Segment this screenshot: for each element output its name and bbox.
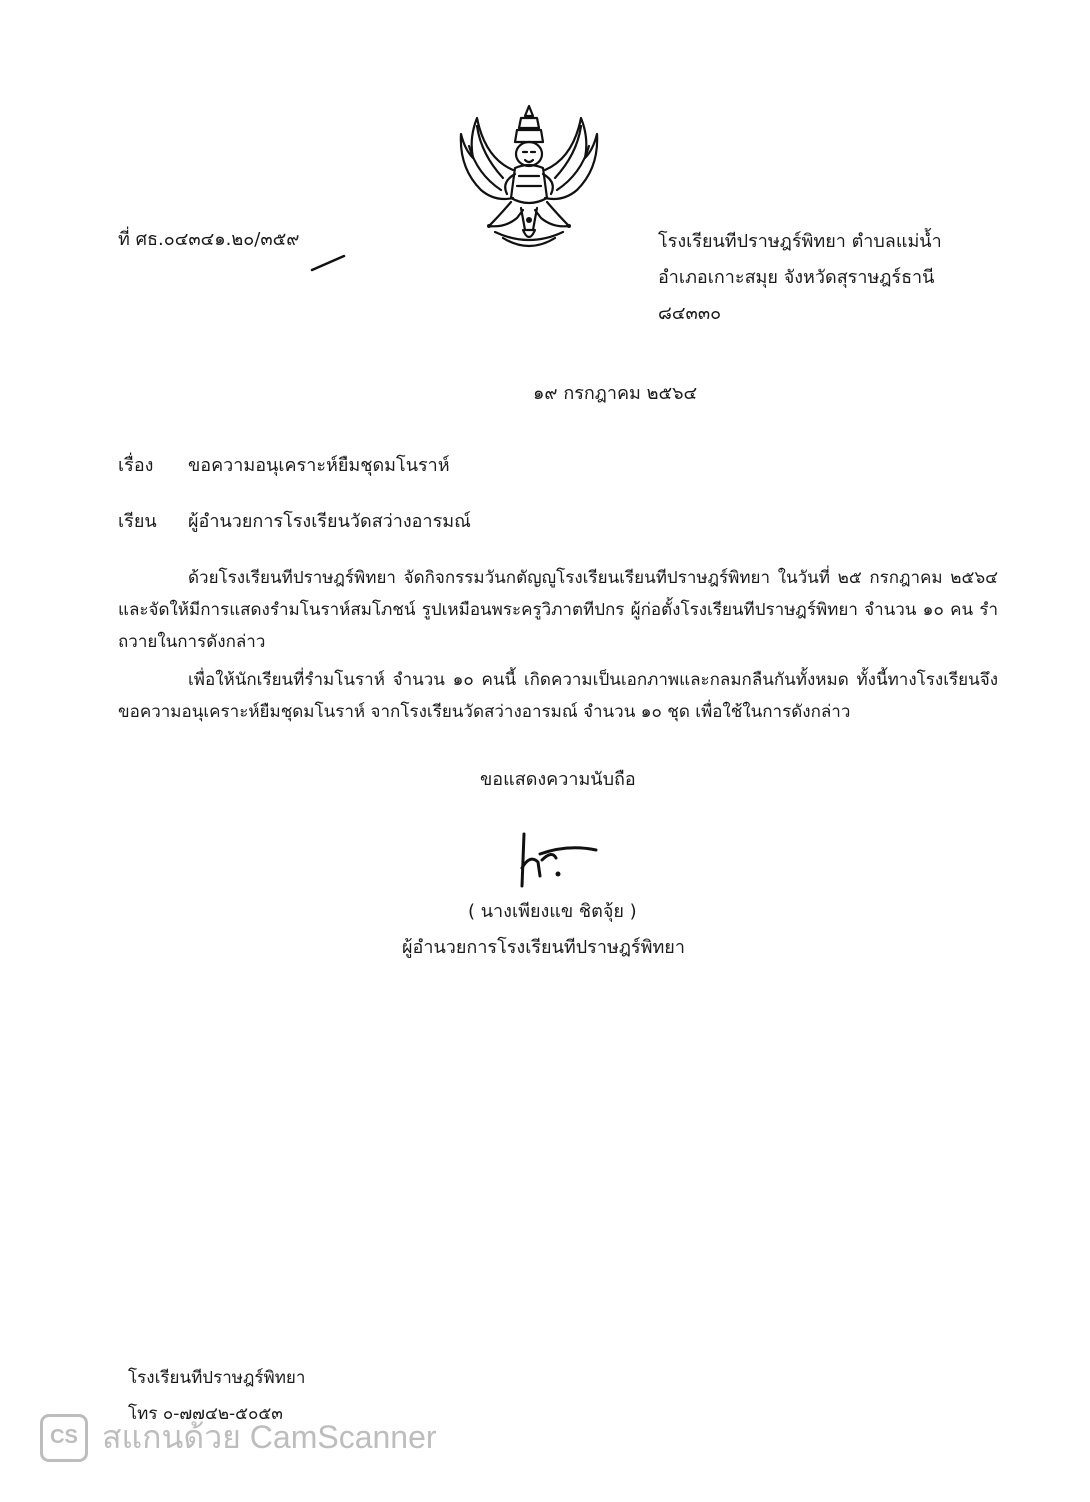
signer-title: ผู้อำนวยการโรงเรียนทีปราษฎร์พิทยา xyxy=(402,937,685,958)
camscanner-logo-icon: CS xyxy=(40,1414,88,1462)
signer-name: ( นางเพียงแข ชิตจุ้ย ) xyxy=(468,901,637,922)
ref-checkmark-stroke xyxy=(310,252,346,274)
garuda-emblem-icon xyxy=(455,98,603,258)
body-paragraph-1: ด้วยโรงเรียนทีปราษฎร์พิทยา จัดกิจกรรมวันกตัญญูโรงเรียนเรียนทีปราษฎร์พิทยา ในวันที่ ๒๕ กรกฎาคม ๒๕๖๔ และจัดให้มีการแสดงรำมโนราห์สมโภชน์ รูปเหมือนพระครูวิภาตทีปกร ผู้ก่อตั้งโรงเรียนทีปราษฎร์พิทยา จำนวน ๑๐ คน รำถวายในการดังกล่าว xyxy=(118,568,998,652)
letter-date: ๑๙ กรกฎาคม ๒๕๖๔ xyxy=(533,383,698,404)
footer-school: โรงเรียนทีปราษฎร์พิทยา xyxy=(128,1368,306,1388)
reference-number: ที่ ศธ.๐๔๓๔๑.๒๐/๓๕๙ xyxy=(118,229,300,250)
recipient-label: เรียน xyxy=(118,511,157,532)
body-paragraph-2: เพื่อให้นักเรียนที่รำมโนราห์ จำนวน ๑๐ คนนี้ เกิดความเป็นเอกภาพและกลมกลืนกันทั้งหมด ทั้งนี้ทางโรงเรียนจึงขอความอนุเคราะห์ยืมชุดมโนราห์ จากโรงเรียนวัดสว่างอารมณ์ จำนวน ๑๐ ชุด เพื่อใช้ในการดังกล่าว xyxy=(118,670,998,722)
watermark-text: สแกนด้วย CamScanner xyxy=(102,1419,437,1455)
recipient-text: ผู้อำนวยการโรงเรียนวัดสว่างอารมณ์ xyxy=(188,511,471,532)
address-line-1: โรงเรียนทีปราษฎร์พิทยา ตำบลแม่น้ำ xyxy=(658,231,942,252)
footer-phone: โทร ๐-๗๗๔๒-๕๐๕๓ xyxy=(128,1404,283,1424)
address-line-2: อำเภอเกาะสมุย จังหวัดสุราษฎร์ธานี xyxy=(658,267,935,288)
closing-salutation: ขอแสดงความนับถือ xyxy=(480,769,636,790)
subject-text: ขอความอนุเคราะห์ยืมชุดมโนราห์ xyxy=(188,455,450,476)
signature-mark xyxy=(512,828,602,890)
postal-code: ๘๔๓๓๐ xyxy=(658,303,722,324)
subject-label: เรื่อง xyxy=(118,455,154,476)
camscanner-watermark xyxy=(40,1412,437,1463)
